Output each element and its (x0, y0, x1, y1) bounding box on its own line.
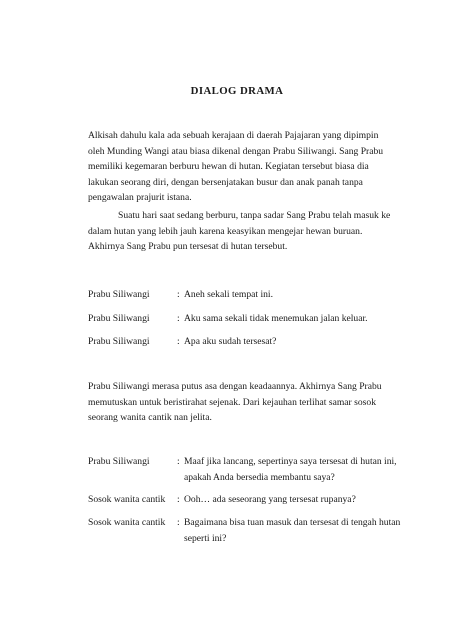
paragraph-line: dalam hutan yang lebih jauh karena keasyikan mengejar hewan buruan. (88, 225, 363, 237)
dialog-text (184, 492, 356, 508)
paragraph-line: seorang wanita cantik nan jelita. (88, 412, 212, 424)
dialog-speaker: Prabu Siliwangi (88, 313, 150, 324)
dialog-colon: : (177, 336, 180, 347)
dialog-speaker: Prabu Siliwangi (88, 289, 150, 300)
paragraph-line: pengawalan prajurit istana. (88, 192, 192, 204)
paragraph-line: Akhirnya Sang Prabu pun tersesat di hutan tersebut. (88, 241, 288, 253)
paragraph-line: memutuskan untuk beristirahat sejenak. Dari kejauhan terlihat samar sosok (88, 396, 376, 408)
dialog-text-line: seperti ini? (184, 532, 227, 544)
dialog-text (184, 515, 400, 546)
dialog-colon: : (177, 289, 180, 300)
dialog-speaker: Prabu Siliwangi (88, 456, 150, 467)
paragraph-despair (88, 379, 418, 426)
dialog-colon: : (177, 517, 180, 528)
paragraph-line: Prabu Siliwangi merasa putus asa dengan keadaannya. Akhirnya Sang Prabu (88, 381, 382, 392)
dialog-colon: : (177, 456, 180, 467)
dialog-speaker: Prabu Siliwangi (88, 336, 150, 347)
paragraph-intro (88, 128, 418, 206)
dialog-text (184, 287, 273, 303)
dialog-text-line: Apa aku sudah tersesat? (184, 336, 277, 347)
dialog-text (184, 454, 397, 485)
dialog-colon: : (177, 494, 180, 505)
paragraph-line: Suatu hari saat sedang berburu, tanpa sadar Sang Prabu telah masuk ke (118, 210, 391, 221)
dialog-speaker: Sosok wanita cantik (88, 517, 166, 528)
dialog-text-line: Aneh sekali tempat ini. (184, 289, 273, 300)
dialog-text-line: Bagaimana bisa tuan masuk dan tersesat di tengah hutan (184, 517, 401, 528)
dialog-text (184, 334, 276, 350)
paragraph-line: lakukan seorang diri, dengan bersenjatakan busur dan anak panah tanpa (88, 176, 363, 188)
paragraph-hunting (88, 208, 418, 255)
dialog-text-line: Ooh… ada seseorang yang tersesat rupanya? (184, 494, 356, 505)
paragraph-line: memiliki kegemaran berburu hewan di hutan. Kegiatan tersebut biasa dia (88, 161, 369, 173)
document-title: DIALOG DRAMA (190, 85, 284, 97)
paragraph-line: Alkisah dahulu kala ada sebuah kerajaan di daerah Pajajaran yang dipimpin (88, 130, 379, 141)
dialog-text-line: Aku sama sekali tidak menemukan jalan keluar. (184, 313, 368, 324)
dialog-speaker: Sosok wanita cantik (88, 494, 166, 505)
dialog-text (184, 311, 368, 327)
paragraph-line: oleh Munding Wangi atau biasa dikenal dengan Prabu Siliwangi. Sang Prabu (88, 145, 384, 157)
dialog-colon: : (177, 313, 180, 324)
dialog-text-line: apakah Anda bersedia membantu saya? (184, 471, 335, 483)
dialog-text-line: Maaf jika lancang, sepertinya saya tersesat di hutan ini, (184, 456, 397, 467)
